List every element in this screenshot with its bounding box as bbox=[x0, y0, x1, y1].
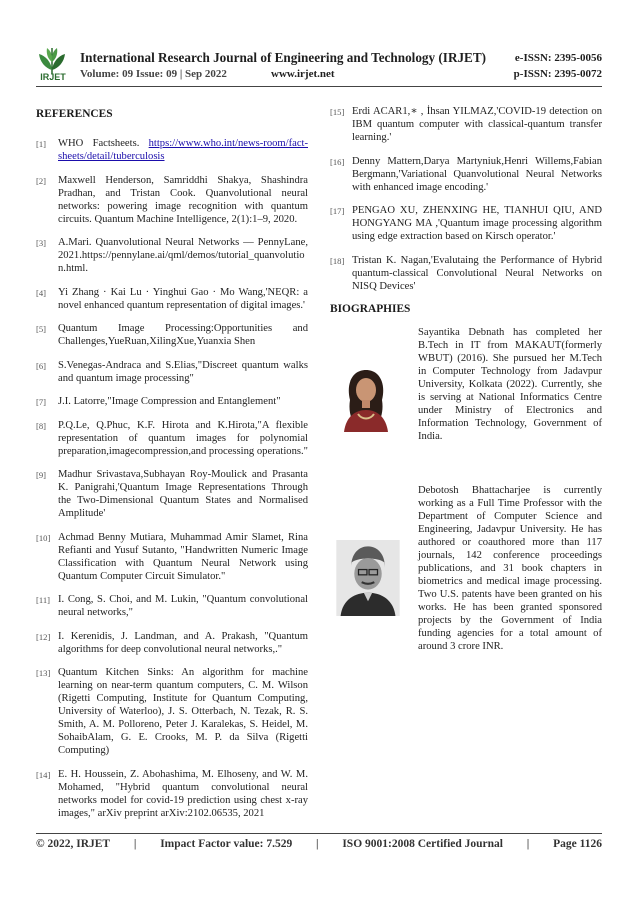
reference-text: Achmad Benny Mutiara, Muhammad Amir Slamet, Rina Refianti and Yusuf Sutanto, "Handwritten Numeric Image Classification with Quantum Neural Network using Quantum Computer Circuit Simulator." bbox=[58, 531, 308, 582]
reference-item bbox=[36, 359, 308, 385]
reference-item bbox=[36, 174, 308, 226]
reference-number: [17] bbox=[330, 206, 345, 216]
footer-separator: | bbox=[133, 838, 137, 850]
reference-item bbox=[36, 666, 308, 757]
reference-number: [14] bbox=[36, 769, 51, 780]
author-photo-female bbox=[336, 360, 396, 432]
p-issn: p-ISSN: 2395-0072 bbox=[513, 68, 602, 80]
footer-copyright: © 2022, IRJET bbox=[36, 838, 111, 850]
reference-number: [8] bbox=[36, 420, 47, 431]
footer-impact-factor: Impact Factor value: 7.529 bbox=[160, 838, 293, 850]
reference-text: Quantum Image Processing:Opportunities and Challenges,YueRuan,XilingXue,Yuanxia Shen bbox=[58, 323, 308, 347]
reference-number: [6] bbox=[36, 360, 47, 371]
reference-text: S.Venegas-Andraca and S.Elias,"Discreet quantum walks and quantum image processing" bbox=[58, 359, 308, 384]
reference-number: [2] bbox=[36, 175, 47, 186]
biography-text: Sayantika Debnath has completed her B.Tech in IT from MAKAUT(formerly WBUT) (2016). She pursued her M.Tech in Computer Technology from Jadavpur University, Kolkata (2022). Currently, she is serving at National Informatics Centre under Ministry of Electronics and Information Technology, Government of India. bbox=[418, 327, 602, 442]
page-footer bbox=[36, 838, 602, 850]
reference-item bbox=[330, 105, 602, 144]
footer-separator: | bbox=[526, 838, 530, 850]
left-column bbox=[36, 105, 308, 830]
reference-number: [12] bbox=[36, 631, 51, 642]
reference-text: I. Kerenidis, J. Landman, and A. Prakash, "Quantum algorithms for deep convolutional neural networks,." bbox=[58, 630, 308, 655]
reference-number: [13] bbox=[36, 668, 51, 678]
footer-separator: | bbox=[316, 838, 319, 850]
reference-text: Maxwell Henderson, Samriddhi Shakya, Shashindra Pradhan, and Tristan Cook. Quanvolutional neural networks: powering image recognition with quantum circuits. Quantum Machine Intelligence, 2(1):1–9, 2020. bbox=[58, 174, 308, 225]
volume-issue: Volume: 09 Issue: 09 | Sep 2022 bbox=[80, 68, 227, 80]
footer-page-number: Page 1126 bbox=[553, 838, 602, 850]
footer-divider bbox=[36, 833, 602, 834]
reference-text: WHO Factsheets. bbox=[58, 138, 149, 149]
journal-title: International Research Journal of Engineering and Technology (IRJET) bbox=[80, 50, 487, 65]
reference-link[interactable]: https://www.who.int/news-room/fact-sheets/detail/tuberculosis bbox=[58, 138, 308, 162]
reference-number: [10] bbox=[36, 532, 51, 543]
reference-text: J.I. Latorre,"Image Compression and Entanglement" bbox=[58, 396, 281, 407]
reference-number: [7] bbox=[36, 397, 47, 407]
reference-item bbox=[36, 322, 308, 348]
reference-item bbox=[330, 204, 602, 243]
e-issn: e-ISSN: 2395-0056 bbox=[514, 52, 602, 64]
reference-number: [16] bbox=[330, 156, 345, 167]
reference-text: Madhur Srivastava,Subhayan Roy-Moulick and Prasanta K. Panigrahi,'Quantum Image Representations Through the Two-Dimensional Quantum States and Normalised Amplitude' bbox=[58, 469, 308, 519]
reference-item bbox=[36, 593, 308, 619]
reference-number: [15] bbox=[330, 107, 345, 117]
reference-item bbox=[36, 768, 308, 820]
reference-text: Erdi ACAR1,∗ , İhsan YILMAZ,'COVID-19 detection on IBM quantum computer with classical-quantum transfer learning.' bbox=[352, 106, 602, 143]
reference-number: [11] bbox=[36, 595, 50, 605]
reference-text: Yi Zhang · Kai Lu · Yinghui Gao · Mo Wang,'NEQR: a novel enhanced quantum representation of digital images.' bbox=[58, 286, 308, 311]
reference-text: Denny Mattern,Darya Martyniuk,Henri Willems,Fabian Bergmann,'Variational Quanvolutional Neural Networks with enhanced image encoding.' bbox=[352, 155, 602, 193]
reference-text: Quantum Kitchen Sinks: An algorithm for machine learning on near-term quantum computers, C. M. Wilson (Rigetti Computing, Institute for Quantum Computing, University of Waterloo), J. S. Otterbach, N. Tezak, R. S. Smith, A. M. Polloreno, Peter J. Karalekas, S. Heidel, M. SohaibAlam, G. E. Crooks, M. P. da Silva (Rigetti Computing) bbox=[58, 667, 308, 756]
reference-item bbox=[36, 419, 308, 458]
reference-text: I. Cong, S. Choi, and M. Lukin, "Quantum convolutional neural networks," bbox=[58, 594, 308, 618]
author-photo-male bbox=[336, 540, 400, 616]
journal-website: www.irjet.net bbox=[271, 68, 335, 80]
biography-item bbox=[330, 484, 602, 694]
reference-number: [1] bbox=[36, 139, 47, 149]
reference-text: P.Q.Le, Q.Phuc, K.F. Hirota and K.Hirota,"A flexible representation of quantum images for polynomial preparation,imagecompression,and processing operations." bbox=[58, 419, 308, 457]
reference-text: PENGAO XU, ZHENXING HE, TIANHUI QIU, AND HONGYANG MA ,'Quantum image processing algorithm using edge extraction based on Kirsch operator.' bbox=[352, 205, 602, 242]
reference-item bbox=[36, 286, 308, 312]
reference-number: [4] bbox=[36, 287, 47, 298]
reference-item bbox=[330, 254, 602, 293]
reference-item bbox=[36, 395, 308, 408]
reference-item bbox=[36, 630, 308, 656]
header-divider bbox=[36, 86, 602, 87]
reference-number: [18] bbox=[330, 255, 345, 266]
logo-text: IRJET bbox=[40, 72, 66, 82]
reference-number: [3] bbox=[36, 238, 47, 248]
reference-item bbox=[36, 236, 308, 275]
reference-item bbox=[36, 531, 308, 583]
biographies-heading: BIOGRAPHIES bbox=[330, 303, 411, 315]
reference-item bbox=[36, 468, 308, 520]
reference-number: [5] bbox=[36, 324, 47, 334]
right-column bbox=[330, 105, 602, 706]
biography-text: Debotosh Bhattacharjee is currently working as a Full Time Professor with the Department of Computer Science and Engineering, Jadavpur University. He has authored or coauthored more than 117 journals, 142 conference proceedings publications, and 31 book chapters in biometrics and medical image processing. Two U.S. patents have been granted on his works. He has been granted sponsored projects by the Government of India funding agencies for a total amount of around 3 crore INR. bbox=[418, 485, 602, 652]
references-heading: REFERENCES bbox=[36, 108, 113, 120]
reference-text: E. H. Houssein, Z. Abohashima, M. Elhoseny, and W. M. Mohamed, "Hybrid quantum convolutional neural networks model for covid-19 prediction using chest x-ray images," arXiv preprint arXiv:2102.06535, 2021 bbox=[58, 768, 308, 819]
footer-iso: ISO 9001:2008 Certified Journal bbox=[342, 838, 504, 850]
biography-item bbox=[330, 326, 602, 472]
reference-number: [9] bbox=[36, 470, 47, 480]
page-header bbox=[0, 0, 638, 92]
reference-item bbox=[36, 137, 308, 163]
reference-item bbox=[330, 155, 602, 194]
reference-text: Tristan K. Nagan,'Evalutaing the Performance of Hybrid quantum-classical Convolutional Neural Networks on NISQ Devices' bbox=[352, 254, 602, 292]
reference-text: A.Mari. Quanvolutional Neural Networks — PennyLane, 2021.https://pennylane.ai/qml/demos/tutorial_quanvolution.html. bbox=[58, 237, 308, 274]
